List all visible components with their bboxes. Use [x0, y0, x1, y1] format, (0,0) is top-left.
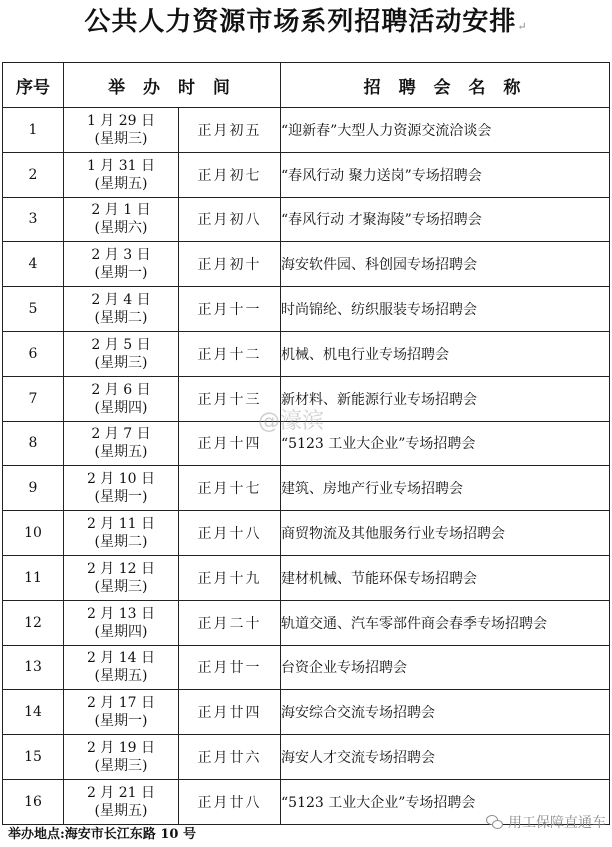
row-date: [64, 645, 179, 690]
row-date: [64, 735, 179, 780]
header-time: 举 办 时 间: [64, 63, 281, 108]
row-weekday: (星期二): [94, 534, 148, 551]
row-date: [64, 242, 179, 287]
table-header-row: [3, 63, 610, 108]
row-event-name: “迎新春”大型人力资源交流洽谈会: [281, 108, 610, 153]
row-weekday: (星期二): [94, 310, 148, 327]
row-event-name: “5123 工业大企业”专场招聘会: [281, 421, 610, 466]
row-number: 5: [3, 287, 64, 332]
row-lunar-date: 正月十二: [179, 331, 281, 376]
page-title: [0, 2, 612, 47]
venue-label: 举办地点:海安市长江东路 10 号: [8, 827, 196, 842]
row-lunar-date: 正月廿八: [179, 779, 281, 824]
row-lunar-date: 正月廿四: [179, 690, 281, 735]
row-date-day: 1 月 29 日: [86, 112, 156, 129]
schedule-table: [2, 62, 610, 825]
row-date: [64, 152, 179, 197]
row-number: 1: [3, 108, 64, 153]
row-lunar-date: 正月初七: [179, 152, 281, 197]
corner-watermark-text: 用工保障直通车: [508, 815, 606, 831]
row-date-day: 2 月 5 日: [91, 336, 151, 353]
center-watermark: @濠滨: [258, 409, 325, 434]
row-lunar-date: 正月廿一: [179, 645, 281, 690]
row-weekday: (星期五): [94, 175, 148, 192]
row-number: 16: [3, 779, 64, 824]
row-number: 4: [3, 242, 64, 287]
table-row: [3, 555, 610, 600]
row-event-name: “春风行动 才聚海陵”专场招聘会: [281, 197, 610, 242]
table-row: [3, 511, 610, 556]
row-date: [64, 108, 179, 153]
row-lunar-date: 正月十七: [179, 466, 281, 511]
row-number: 3: [3, 197, 64, 242]
row-lunar-date: 正月十一: [179, 287, 281, 332]
table-row: [3, 108, 610, 153]
row-weekday: (星期六): [94, 220, 148, 237]
row-date-day: 2 月 17 日: [86, 695, 156, 712]
row-event-name: 海安软件园、科创园专场招聘会: [281, 242, 610, 287]
title-text: 公共人力资源市场系列招聘活动安排: [84, 7, 517, 37]
row-date: [64, 555, 179, 600]
table-row: [3, 466, 610, 511]
row-number: 14: [3, 690, 64, 735]
row-date-day: 2 月 13 日: [86, 605, 156, 622]
row-weekday: (星期三): [94, 354, 148, 371]
row-date-day: 2 月 3 日: [91, 247, 151, 264]
row-date: [64, 600, 179, 645]
row-date: [64, 779, 179, 824]
row-lunar-date: 正月初五: [179, 108, 281, 153]
paragraph-mark: ↵: [517, 20, 528, 33]
row-number: 8: [3, 421, 64, 466]
table-row: [3, 690, 610, 735]
row-date-day: 2 月 11 日: [86, 516, 156, 533]
row-date: [64, 287, 179, 332]
row-date-day: 2 月 4 日: [91, 292, 151, 309]
row-date: [64, 376, 179, 421]
row-weekday: (星期四): [94, 399, 148, 416]
row-date-day: 2 月 10 日: [86, 471, 156, 488]
row-date-day: 2 月 21 日: [86, 784, 156, 801]
row-lunar-date: 正月十八: [179, 511, 281, 556]
row-weekday: (星期三): [94, 578, 148, 595]
row-date-day: 1 月 31 日: [86, 157, 156, 174]
row-weekday: (星期四): [94, 623, 148, 640]
row-date-day: 2 月 6 日: [91, 381, 151, 398]
row-date-day: 2 月 14 日: [86, 650, 156, 667]
row-event-name: 建筑、房地产行业专场招聘会: [281, 466, 610, 511]
row-weekday: (星期一): [94, 265, 148, 282]
row-date: [64, 690, 179, 735]
row-date: [64, 197, 179, 242]
row-event-name: 台资企业专场招聘会: [281, 645, 610, 690]
row-event-name: 海安综合交流专场招聘会: [281, 690, 610, 735]
row-lunar-date: 正月初八: [179, 197, 281, 242]
row-event-name: 建材机械、节能环保专场招聘会: [281, 555, 610, 600]
row-lunar-date: 正月初十: [179, 242, 281, 287]
row-weekday: (星期三): [94, 130, 148, 147]
header-no: 序号: [3, 63, 64, 108]
row-weekday: (星期五): [94, 444, 148, 461]
row-weekday: (星期五): [94, 668, 148, 685]
table-row: [3, 735, 610, 780]
row-event-name: “5123 工业大企业”专场招聘会: [281, 779, 610, 824]
row-date-day: 2 月 1 日: [91, 202, 151, 219]
row-lunar-date: 正月廿六: [179, 735, 281, 780]
row-number: 11: [3, 555, 64, 600]
table-row: [3, 287, 610, 332]
corner-watermark: [486, 812, 606, 832]
table-row: [3, 331, 610, 376]
table-row: [3, 197, 610, 242]
row-number: 7: [3, 376, 64, 421]
row-date: [64, 421, 179, 466]
row-event-name: 时尚锦纶、纺织服装专场招聘会: [281, 287, 610, 332]
row-event-name: “春风行动 聚力送岗”专场招聘会: [281, 152, 610, 197]
row-event-name: 商贸物流及其他服务行业专场招聘会: [281, 511, 610, 556]
row-event-name: 轨道交通、汽车零部件商会春季专场招聘会: [281, 600, 610, 645]
row-date: [64, 466, 179, 511]
row-lunar-date: 正月十三: [179, 376, 281, 421]
header-name: 招 聘 会 名 称: [281, 63, 610, 108]
row-number: 12: [3, 600, 64, 645]
table-row: [3, 645, 610, 690]
row-weekday: (星期五): [94, 802, 148, 819]
row-date-day: 2 月 12 日: [86, 560, 156, 577]
row-number: 15: [3, 735, 64, 780]
row-number: 2: [3, 152, 64, 197]
row-lunar-date: 正月十四: [179, 421, 281, 466]
row-number: 10: [3, 511, 64, 556]
row-weekday: (星期一): [94, 489, 148, 506]
row-event-name: 海安人才交流专场招聘会: [281, 735, 610, 780]
row-lunar-date: 正月十九: [179, 555, 281, 600]
table-row: [3, 600, 610, 645]
row-date: [64, 331, 179, 376]
table-row: [3, 152, 610, 197]
row-number: 13: [3, 645, 64, 690]
row-number: 6: [3, 331, 64, 376]
row-number: 9: [3, 466, 64, 511]
wechat-icon: [486, 815, 504, 829]
row-date-day: 2 月 7 日: [91, 426, 151, 443]
table-row: [3, 242, 610, 287]
row-weekday: (星期一): [94, 713, 148, 730]
row-date-day: 2 月 19 日: [86, 740, 156, 757]
row-event-name: 新材料、新能源行业专场招聘会: [281, 376, 610, 421]
row-date: [64, 511, 179, 556]
row-weekday: (星期三): [94, 758, 148, 775]
row-event-name: 机械、机电行业专场招聘会: [281, 331, 610, 376]
row-lunar-date: 正月二十: [179, 600, 281, 645]
